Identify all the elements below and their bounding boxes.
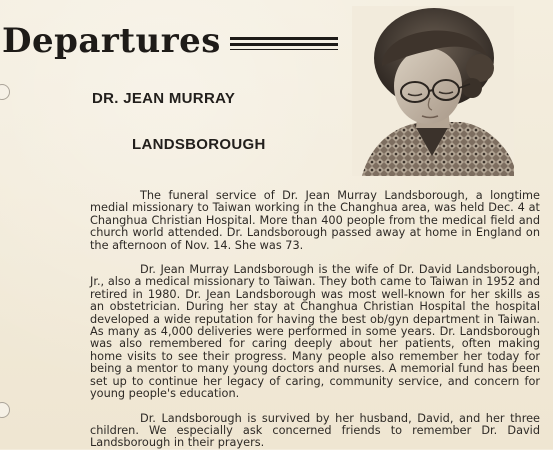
article-paragraph: Dr. Landsborough is survived by her husband, David, and her three children. We especially ask concerned friends to remember Dr. David Landsborough in their prayers. (90, 411, 540, 450)
subject-surname: LANDSBOROUGH (132, 136, 266, 153)
binder-hole (0, 84, 10, 100)
masthead-rule (230, 37, 338, 40)
article-paragraph: Dr. Jean Murray Landsborough is the wife of Dr. David Landsborough, Jr., also a medical missionary to Taiwan. They both came to Taiwan in 1952 and retired in 1980. Dr. Jean Landsborough was most well-known for her skills as an obstetrician. During her stay at Changhua Christian Hospital the hospital developed a wide reputation for having the best ob/gyn department in Taiwan. As many as 4,000 deliveries were performed in some years. Dr. Landsborough was also remembered for caring deeply about her patients, often making home visits to see their progress. Many people also remember her today for being a mentor to many young doctors and nurses. A memorial fund has been set up to continue her legacy of caring, community service, and concern for young people's education. (90, 263, 540, 401)
subject-name: DR. JEAN MURRAY (92, 90, 236, 107)
portrait-photo (352, 6, 514, 176)
portrait-illustration (352, 6, 514, 176)
masthead-rule (230, 43, 338, 46)
section-title: Departures (2, 21, 221, 61)
masthead-rule (230, 49, 338, 50)
binder-hole (0, 402, 10, 418)
obituary-article (90, 190, 540, 450)
article-paragraph: The funeral service of Dr. Jean Murray Landsborough, a longtime medial missionary to Taiwan working in the Changhua area, was held Dec. 4 at Changhua Christian Hospital. More than 400 people from the medical field and church world attended. Dr. Landsborough passed away at home in England on the afternoon of Nov. 14. She was 73. (90, 189, 540, 252)
section-masthead (0, 18, 340, 64)
